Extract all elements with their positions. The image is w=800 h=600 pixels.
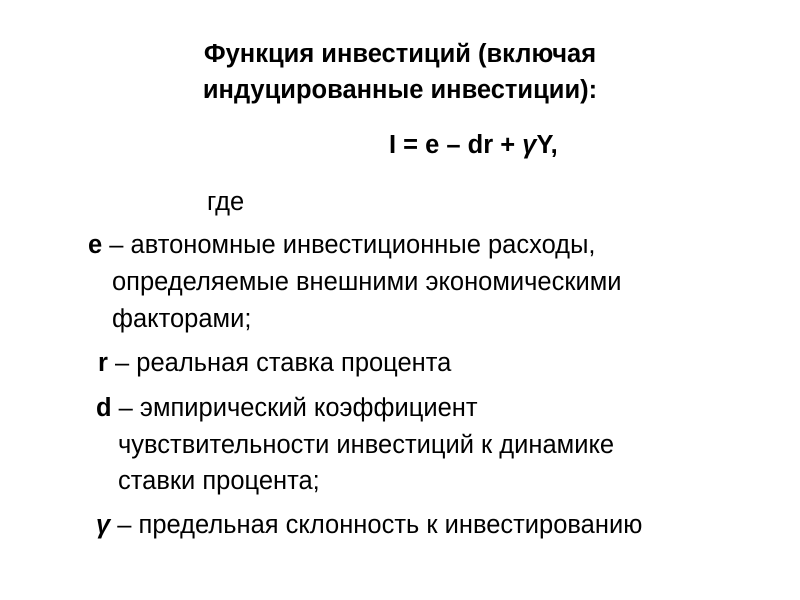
slide-title-line-1: Функция инвестиций (включая <box>203 40 597 68</box>
definition-e-line-2: определяемые внешними экономическими <box>112 268 622 296</box>
definition-r <box>98 345 451 382</box>
where-label: где <box>207 188 245 216</box>
investment-formula <box>389 130 558 160</box>
definition-symbol: e <box>88 231 103 259</box>
definition-symbol: r <box>98 349 108 377</box>
definition-symbol: d <box>96 394 112 422</box>
definition-d <box>96 390 478 427</box>
definition-e-line-3: факторами; <box>112 305 252 333</box>
definition-text: – эмпирический коэффициент <box>111 394 478 422</box>
definition-text: – автономные инвестиционные расходы, <box>102 231 596 259</box>
definition-text: – предельная склонность к инвестированию <box>110 511 643 539</box>
formula-left-part: I = e – dr + <box>389 131 523 159</box>
formula-gamma-symbol: γ <box>522 131 537 159</box>
slide-title-line-2: индуцированные инвестиции): <box>202 76 598 104</box>
definition-gamma <box>96 507 642 544</box>
formula-right-part: Y, <box>536 131 558 159</box>
definition-text: – реальная ставка процента <box>107 349 452 377</box>
definition-symbol: γ <box>96 511 111 539</box>
definition-e <box>88 227 595 264</box>
definition-d-line-2: чувствительности инвестиций к динамике <box>118 431 615 459</box>
definition-d-line-3: ставки процента; <box>118 467 320 495</box>
